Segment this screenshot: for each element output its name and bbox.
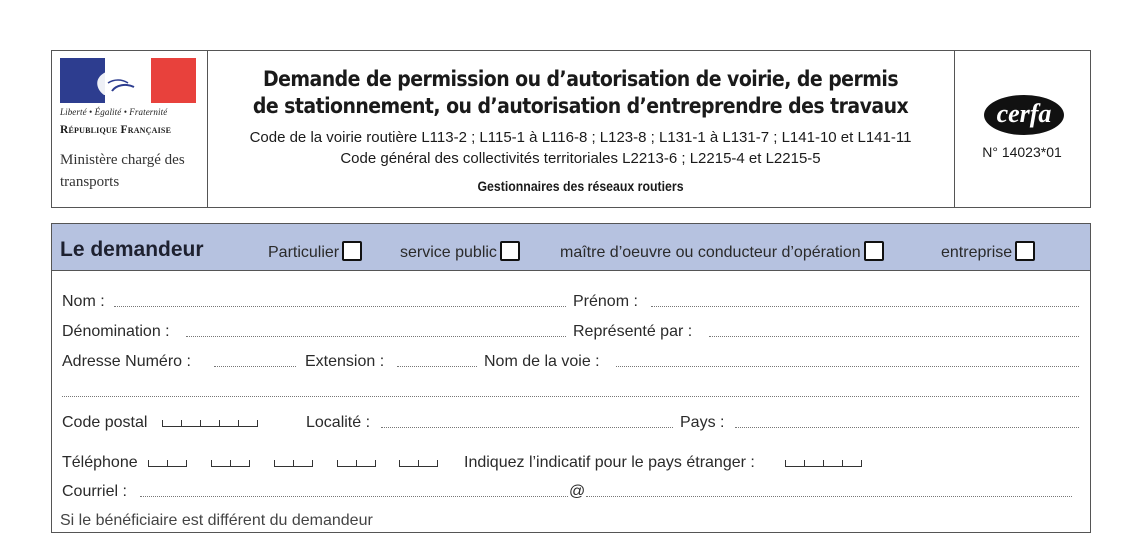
cerfa-number: N° 14023*01 bbox=[982, 144, 1062, 160]
form-title-block bbox=[207, 51, 955, 207]
telephone-pair-1[interactable] bbox=[148, 460, 187, 470]
option-label: Particulier bbox=[268, 244, 340, 261]
telephone-pair-2[interactable] bbox=[211, 460, 250, 470]
telephone-pair-3[interactable] bbox=[274, 460, 313, 470]
extension-label: Extension : bbox=[305, 353, 385, 370]
adresse-numero-label: Adresse Numéro : bbox=[62, 353, 191, 370]
option-service-public[interactable] bbox=[400, 241, 520, 262]
section-header-bar bbox=[52, 224, 1090, 271]
extension-field[interactable] bbox=[397, 366, 477, 367]
option-label: maître d’oeuvre ou conducteur d’opération bbox=[560, 244, 861, 261]
form-title-line1: Demande de permission ou d’autorisation de voirie, de permis bbox=[262, 67, 899, 91]
pays-label: Pays : bbox=[680, 414, 725, 431]
government-logo-block bbox=[52, 51, 208, 207]
nom-label: Nom : bbox=[62, 293, 105, 310]
form-subtitle: Gestionnaires des réseaux routiers bbox=[477, 178, 684, 194]
option-entreprise[interactable] bbox=[941, 241, 1035, 262]
at-sign: @ bbox=[569, 483, 586, 500]
beneficiaire-note: Si le bénéficiaire est différent du demandeur bbox=[60, 512, 373, 529]
telephone-label: Téléphone bbox=[62, 454, 138, 471]
republic-name: République Française bbox=[60, 124, 172, 136]
indicatif-input[interactable] bbox=[785, 460, 862, 470]
option-particulier[interactable] bbox=[268, 241, 362, 262]
adresse-numero-field[interactable] bbox=[214, 366, 296, 367]
pays-field[interactable] bbox=[735, 427, 1079, 428]
republic-motto: Liberté • Égalité • Fraternité bbox=[60, 107, 168, 117]
option-label: entreprise bbox=[941, 244, 1013, 261]
section-title: Le demandeur bbox=[60, 238, 204, 261]
indicatif-label: Indiquez l’indicatif pour le pays étranger : bbox=[464, 454, 755, 471]
nom-voie-label: Nom de la voie : bbox=[484, 353, 600, 370]
service-public-checkbox[interactable] bbox=[500, 241, 520, 261]
form-title-line2: de stationnement, ou d’autorisation d’entreprendre des travaux bbox=[252, 94, 909, 118]
denomination-label: Dénomination : bbox=[62, 323, 170, 340]
nom-field[interactable] bbox=[114, 306, 566, 307]
telephone-pair-5[interactable] bbox=[399, 460, 438, 470]
courriel-label: Courriel : bbox=[62, 483, 127, 500]
prenom-field[interactable] bbox=[651, 306, 1079, 307]
represente-label: Représenté par : bbox=[573, 323, 693, 340]
courriel-domain-field[interactable] bbox=[586, 496, 1072, 497]
form-header bbox=[51, 50, 1091, 208]
prenom-label: Prénom : bbox=[573, 293, 638, 310]
localite-label: Localité : bbox=[306, 414, 371, 431]
entreprise-checkbox[interactable] bbox=[1015, 241, 1035, 261]
nom-voie-field[interactable] bbox=[616, 366, 1079, 367]
particulier-checkbox[interactable] bbox=[342, 241, 362, 261]
option-label: service public bbox=[400, 244, 497, 261]
telephone-pair-4[interactable] bbox=[337, 460, 376, 470]
code-postal-label: Code postal bbox=[62, 414, 148, 431]
cerfa-block bbox=[954, 51, 1090, 207]
code-postal-input[interactable] bbox=[162, 420, 258, 430]
legal-code-line1: Code de la voirie routière L113-2 ; L115-1 à L116-8 ; L123-8 ; L131-1 à L131-7 ; L141-10 et L141-11 bbox=[249, 129, 912, 146]
maitre-oeuvre-checkbox[interactable] bbox=[864, 241, 884, 261]
denomination-field[interactable] bbox=[186, 336, 566, 337]
represente-field[interactable] bbox=[709, 336, 1079, 337]
option-maitre-oeuvre[interactable] bbox=[560, 241, 884, 262]
cerfa-logo: cerfa bbox=[984, 95, 1064, 135]
ministry-name: Ministère chargé des transports bbox=[60, 152, 185, 190]
marianne-icon bbox=[82, 67, 152, 97]
legal-code-line2: Code général des collectivités territoriales L2213-6 ; L2215-4 et L2215-5 bbox=[340, 150, 821, 167]
adresse-suite-field[interactable] bbox=[62, 396, 1079, 397]
localite-field[interactable] bbox=[381, 427, 673, 428]
courriel-local-field[interactable] bbox=[140, 496, 568, 497]
